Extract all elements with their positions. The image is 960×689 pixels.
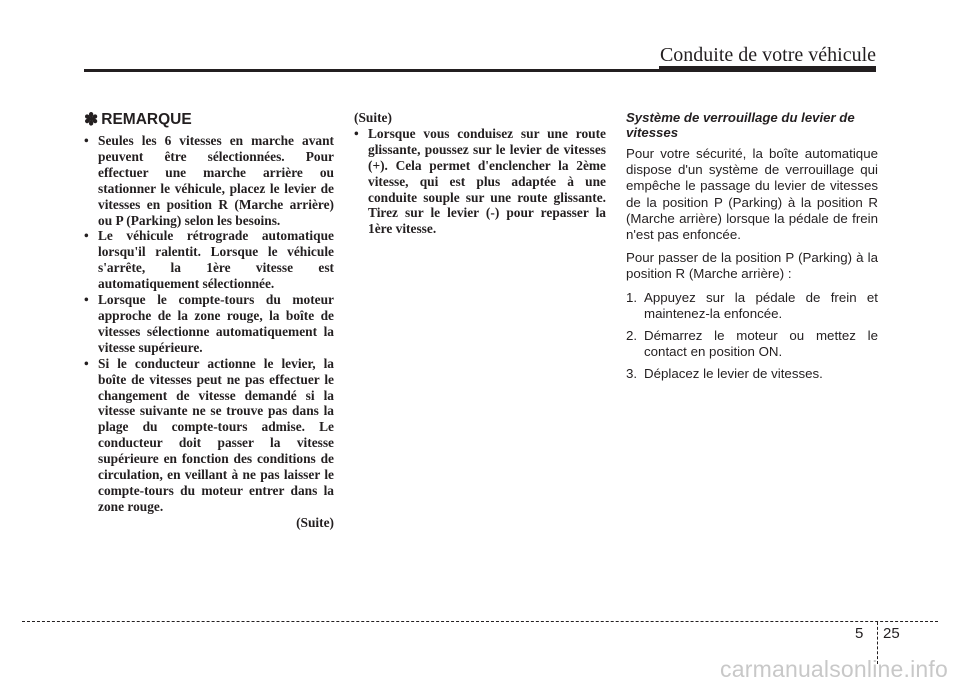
remarque-heading [84,110,334,130]
list-item: • Le véhicule rétrograde automatique lorsqu'il ralentit. Lorsque le véhicule s'arrête, la 1ère vitesse est automatiquement sélectionnée. [84,228,334,292]
step-number: 3. [626,366,638,382]
list-item [626,290,878,322]
chapter-number: 5 [855,625,864,642]
step-number: 1. [626,289,638,305]
column-middle [354,110,606,237]
list-item: • Si le conducteur actionne le levier, la boîte de vitesses peut ne pas effectuer le changement de vitesse demandé si la vitesse suivante ne se trouve pas dans la plage du compte-tours admise. Le conducteur doit passer la vitesse supérieure en fonction des conditions de circulation, en veillant à ne pas laisser le compte-tours du moteur entrer dans la zone rouge. [84,356,334,515]
remarque-title: REMARQUE [101,111,192,128]
step-text: Démarrez le moteur ou mettez le contact en position ON. [644,328,878,360]
list-item: • Lorsque le compte-tours du moteur approche de la zone rouge, la boîte de vitesses sélectionne automatiquement la vitesse supérieure. [84,292,334,356]
remarque-bullet-list [84,133,334,515]
step-text: Appuyez sur la pédale de frein et maintenez-la enfoncée. [644,289,878,321]
list-item [626,328,878,360]
page-number: 25 [883,625,900,642]
procedure-steps [626,290,878,383]
step-text: Déplacez le levier de vitesses. [644,366,823,382]
remarque-bullet-list-continued [354,126,606,237]
continued-label: (Suite) [354,110,392,125]
asterisk-icon: ✽ [84,110,99,129]
list-item [626,366,878,382]
lock-system-heading: Système de verrouillage du levier de vitesses [626,110,855,140]
step-number: 2. [626,328,638,344]
list-item: • Seules les 6 vitesses en marche avant peuvent être sélectionnées. Pour effectuer une marche arrière ou stationner le véhicule, placez le levier de vitesses en position R (Marche arrière) ou P (Parking) selon les besoins. [84,133,334,228]
continued-label: (Suite) [296,514,334,530]
footer-divider [22,621,938,622]
column-right [626,110,878,389]
list-item: • Lorsque vous conduisez sur une route glissante, poussez sur le levier de vitesses (+). Cela permet d'enclencher la 2ème vitesse, qui est plus adaptée à une conduite souple sur une route glissante. Tirez sur le levier (-) pour repasser la 1ère vitesse. [354,126,606,237]
header-divider-accent [659,66,876,72]
watermark: carmanualsonline.info [720,656,948,682]
column-left [84,110,334,531]
procedure-intro: Pour passer de la position P (Parking) à la position R (Marche arrière) : [626,250,878,282]
section-title: Conduite de votre véhicule [659,44,876,66]
lock-system-description: Pour votre sécurité, la boîte automatique dispose d'un système de verrouillage qui empêche le passage du levier de vitesses de la position P (Parking) à la position R (Marche arrière) lorsque la pédale de frein n'est pas enfoncée. [626,146,878,243]
